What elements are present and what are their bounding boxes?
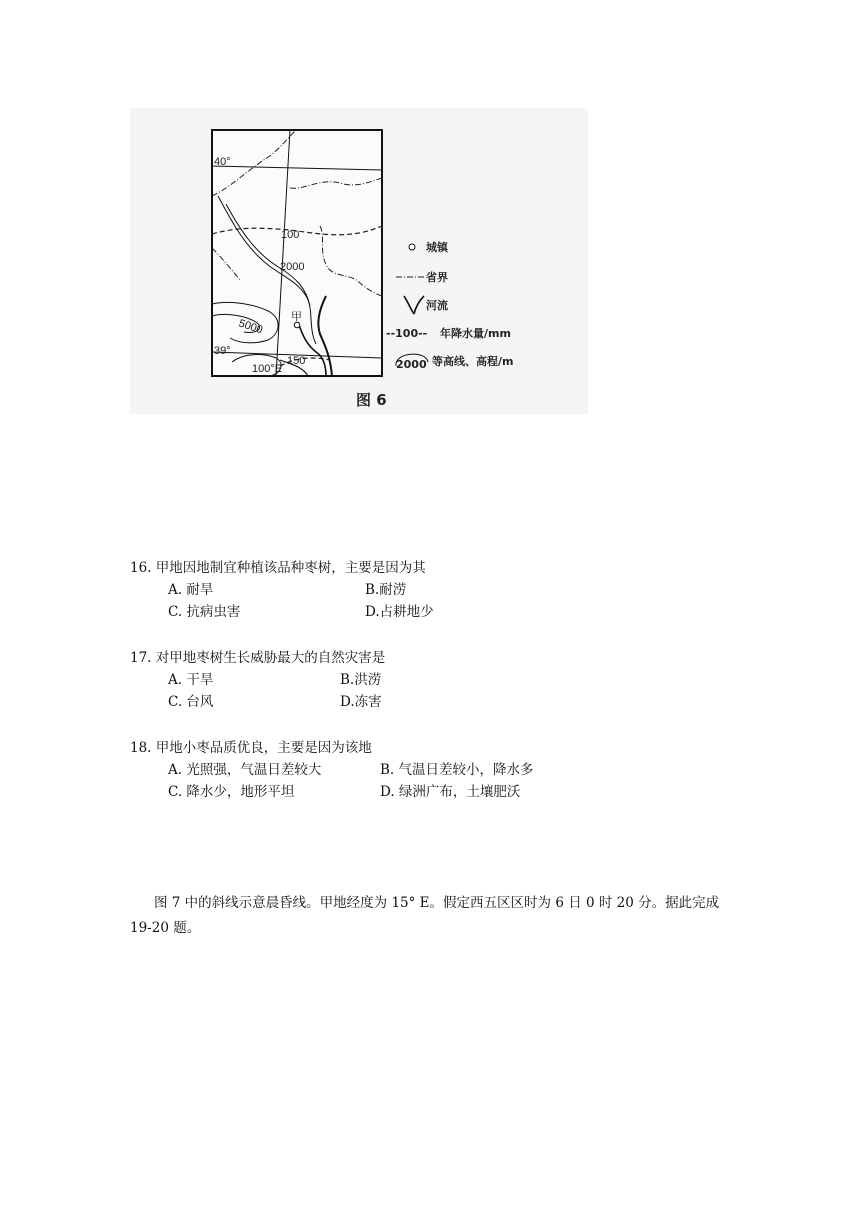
map-svg xyxy=(130,108,588,414)
intro-paragraph: 图 7 中的斜线示意晨昏线。甲地经度为 15° E。假定西五区区时为 6 日 0 时 20 分。据此完成 19-20 题。 xyxy=(130,895,720,936)
town-circle-icon xyxy=(409,244,415,250)
lat-label-40: 40° xyxy=(214,156,231,168)
lat-label-39: 39° xyxy=(214,345,231,357)
option-a: A. 干旱 xyxy=(168,672,214,688)
option-b: B. 气温日差较小，降水多 xyxy=(380,762,534,778)
question-stem: 17. 对甲地枣树生长威胁最大的自然灾害是 xyxy=(130,650,386,666)
legend-contour-symbol: 2000 xyxy=(396,358,427,371)
legend-label: 河流 xyxy=(426,299,448,312)
question-stem: 16. 甲地因地制宜种植该品种枣树，主要是因为其 xyxy=(130,560,426,576)
lon-label: 100°E xyxy=(252,363,283,375)
option-c: C. 降水少，地形平坦 xyxy=(168,784,295,800)
legend-label: 年降水量/mm xyxy=(440,327,511,340)
question-17 xyxy=(130,647,385,713)
legend-label: 城镇 xyxy=(426,241,448,254)
legend-label: 等高线、高程/m xyxy=(432,355,514,368)
question-16 xyxy=(130,557,434,623)
figure-caption: 图 6 xyxy=(356,391,387,409)
river-icon xyxy=(404,296,424,314)
option-d: D.冻害 xyxy=(340,694,382,710)
contour-label-150: 150 xyxy=(287,355,306,367)
question-18 xyxy=(130,737,534,803)
precipitation-dashed-line-icon: --100-- xyxy=(386,327,428,340)
option-a: A. 耐旱 xyxy=(168,582,214,598)
option-d: D.占耕地少 xyxy=(365,604,434,620)
option-b: B.耐涝 xyxy=(365,582,407,598)
town-label: 甲 xyxy=(291,311,302,323)
option-b: B.洪涝 xyxy=(340,672,382,688)
contour-label-2000: 2000 xyxy=(280,261,305,273)
option-c: C. 台风 xyxy=(168,694,214,710)
option-a: A. 光照强，气温日差较大 xyxy=(168,762,322,778)
legend xyxy=(386,240,513,371)
option-c: C. 抗病虫害 xyxy=(168,604,241,620)
town-jia-marker xyxy=(294,322,300,328)
contour-label-5000: 5000 xyxy=(237,317,265,337)
question-stem: 18. 甲地小枣品质优良，主要是因为该地 xyxy=(130,740,372,756)
legend-label: 省界 xyxy=(426,271,448,284)
figure-6 xyxy=(130,108,588,414)
contour-label-100: 100 xyxy=(281,229,300,241)
option-d: D. 绿洲广布，土壤肥沃 xyxy=(380,784,521,800)
